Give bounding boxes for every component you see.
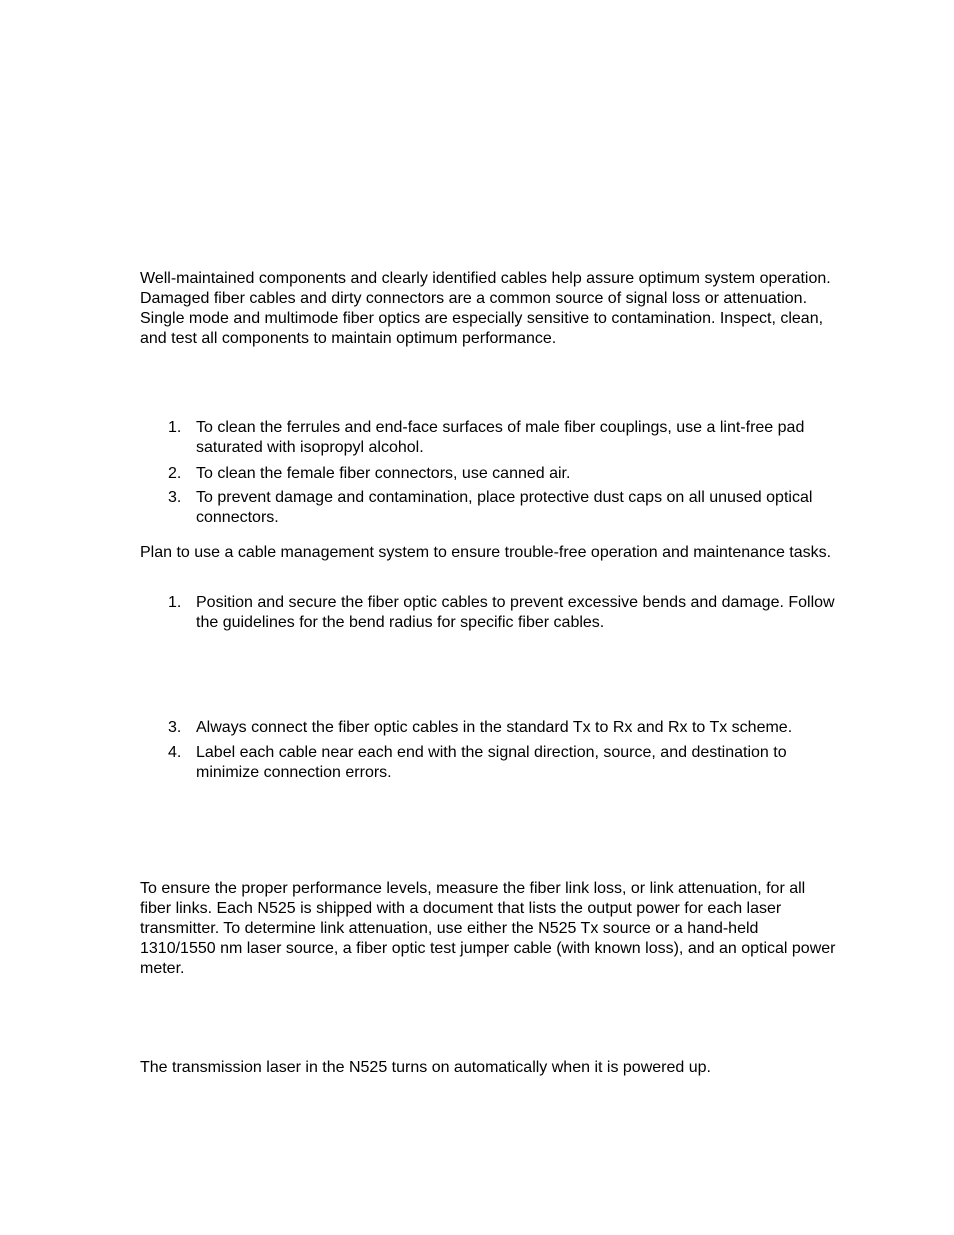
link-loss-paragraph: To ensure the proper performance levels, measure the fiber link loss, or link attenuation, for all fiber links. Each N525 is shipped with a document that lists the output power for each laser transmitter. To determine link attenuation, use either the N525 Tx source or a hand-held 1310/1550 nm laser source, a fiber optic test jumper cable (with known loss), and an optical power meter.: [140, 880, 836, 977]
step-number: 4.: [168, 744, 182, 761]
step-text: Position and secure the fiber optic cables to prevent excessive bends and damage. Follow the guidelines for the bend radius for specific fiber cables.: [196, 594, 835, 631]
step-text: Label each cable near each end with the signal direction, source, and destination to minimize connection errors.: [196, 744, 787, 781]
laser-paragraph: The transmission laser in the N525 turns on automatically when it is powered up.: [140, 1059, 711, 1076]
step-number: 1.: [168, 594, 182, 611]
step-number: 3.: [168, 719, 182, 736]
step-number: 2.: [168, 465, 182, 482]
step-text: To clean the female fiber connectors, use canned air.: [196, 465, 571, 482]
step-text: Always connect the fiber optic cables in the standard Tx to Rx and Rx to Tx scheme.: [196, 719, 793, 736]
step-text: To prevent damage and contamination, place protective dust caps on all unused optical connectors.: [196, 489, 813, 526]
step-number: 3.: [168, 489, 182, 506]
intro-paragraph: Well-maintained components and clearly identified cables help assure optimum system operation. Damaged fiber cables and dirty connectors are a common source of signal loss or attenuation. Single mode and multimode fiber optics are especially sensitive to contamination. Inspect, clean, and test all components to maintain optimum performance.: [140, 270, 831, 347]
cable-management-paragraph: Plan to use a cable management system to ensure trouble-free operation and maintenance tasks.: [140, 544, 832, 561]
step-number: 1.: [168, 419, 182, 436]
step-text: To clean the ferrules and end-face surfaces of male fiber couplings, use a lint-free pad saturated with isopropyl alcohol.: [196, 419, 805, 456]
